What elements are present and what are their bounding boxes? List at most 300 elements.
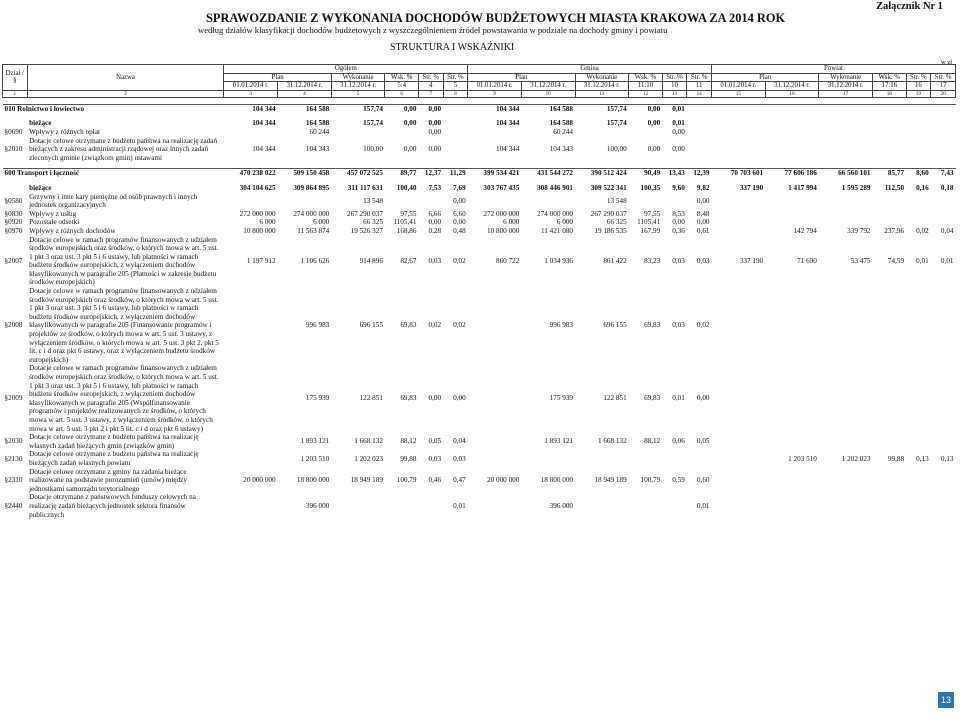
value-cell: 175 939 (305, 394, 330, 403)
value-cell: 69,83 (400, 321, 417, 330)
header-date: 31.12.2014 r. (765, 82, 819, 91)
value-cell: 0,60 (696, 476, 710, 485)
value-cell: 1 203 510 (300, 454, 330, 463)
value-cell: 8,60 (906, 169, 931, 178)
paragraph-code: §0830 (4, 209, 23, 218)
value-cell (765, 119, 819, 128)
value-cell (712, 218, 766, 227)
value-cell (468, 450, 522, 467)
value-cell: 175 939 (549, 394, 574, 403)
value-cell: 88,12 (400, 437, 417, 446)
value-cell: 0,00 (418, 104, 443, 113)
value-cell: 11 421 080 (540, 226, 574, 235)
header-col-number: 17 (819, 90, 873, 97)
value-cell (712, 137, 766, 163)
header-col-number: 16 (765, 90, 819, 97)
value-cell: 861 422 (603, 256, 627, 265)
value-cell: 0,01 (940, 256, 954, 265)
section-title: STRUKTURA I WSKAŹNIKI (390, 42, 515, 53)
header-sub: Wsk. % (385, 73, 419, 82)
value-cell (931, 119, 956, 128)
value-cell (819, 287, 873, 364)
value-cell (931, 193, 956, 210)
value-cell (931, 433, 956, 450)
value-cell (575, 450, 629, 467)
value-cell (873, 493, 907, 519)
table-row (3, 193, 956, 210)
value-cell (468, 193, 522, 210)
table-row (3, 468, 956, 494)
value-cell: 88,12 (644, 437, 661, 446)
row-name: Dotacje celowe w ramach programów finansowanych z udziałem środków europejskich oraz środków, o których mowa w art. 5 ust. 1 pkt 3 oraz ust. 3 pkt 5 i 6 ustawy, lub płatności w ramach budżetu środków europejskich, z wyłączeniem dochodów klasyfikowanych w paragrafie 205 (Współfinansowanie programów i projektów realizowanych ze środków, o których mowa w art. 5 ust. 3 ustawy, z wyłączeniem środków, o których mowa w art. 5 ust. 3 pkt 2 i pkt 5 lit. c i d oraz pkt 6 ustawy) (29, 364, 219, 433)
value-cell (687, 119, 712, 128)
value-cell: 0,05 (428, 437, 442, 446)
value-cell (712, 433, 766, 450)
header-formula: 17:16 (873, 82, 907, 91)
paragraph-code: §2130 (4, 454, 23, 463)
table-row (3, 433, 956, 450)
value-cell: 12,39 (687, 169, 712, 178)
value-cell: 6 000 (556, 218, 574, 227)
value-cell: 1 417 994 (788, 183, 817, 192)
paragraph-code: §2009 (4, 394, 23, 403)
value-cell (819, 493, 873, 519)
value-cell (443, 137, 468, 163)
header-date: 01.01.2014 r. (712, 82, 766, 91)
value-cell: 0,00 (672, 127, 685, 136)
value-cell (712, 128, 766, 137)
value-cell: 470 238 022 (224, 169, 278, 178)
value-cell: 164 588 (305, 119, 330, 128)
value-cell: 0,61 (696, 226, 710, 235)
value-cell: 157,74 (331, 104, 385, 113)
value-cell: 6 000 (503, 218, 520, 227)
revenue-table (2, 64, 956, 519)
value-cell (873, 218, 907, 227)
value-cell: 1 202 023 (841, 454, 871, 463)
value-cell (906, 287, 931, 364)
value-cell (765, 364, 819, 433)
value-cell: 274 000 000 (537, 209, 574, 218)
value-cell: 164 588 (549, 119, 574, 128)
value-cell: 104 343 (305, 145, 330, 154)
value-cell: 396 000 (549, 501, 574, 510)
table-row (3, 493, 956, 519)
value-cell (468, 433, 522, 450)
header-date: 31.12.2014 r. (819, 82, 873, 91)
value-cell (712, 287, 766, 364)
value-cell (331, 128, 385, 137)
value-cell: 83,23 (644, 256, 661, 265)
value-cell: 97,55 (400, 209, 417, 218)
value-cell (629, 450, 663, 467)
value-cell (819, 137, 873, 163)
header-group-0: Ogółem (224, 65, 468, 74)
value-cell: 1 203 510 (788, 454, 817, 463)
value-cell: 0,46 (428, 476, 442, 485)
value-cell (819, 433, 873, 450)
table-row (3, 210, 956, 219)
value-cell (712, 364, 766, 433)
table-row (3, 287, 956, 364)
header-col-number: 8 (443, 90, 468, 97)
value-cell: 13,43 (662, 169, 687, 178)
value-cell: 18 800 000 (540, 476, 574, 485)
value-cell: 19 526 327 (350, 226, 383, 235)
section-row (3, 104, 956, 113)
table-row (3, 364, 956, 433)
value-cell: 18 949 189 (350, 476, 383, 485)
value-cell (224, 128, 278, 137)
value-cell: 0,16 (916, 183, 929, 192)
header-nazwa: Nazwa (27, 65, 224, 91)
value-cell: 272 000 000 (483, 209, 520, 218)
value-cell: 6 000 (313, 218, 330, 227)
row-name: Dotacje celowe otrzymane z gminy na zadania bieżące realizowane na podstawie porozumień (umów) między jednostkami samorządu terytorialnego (29, 467, 187, 493)
section-row (3, 169, 956, 178)
header-strcol: 17 (931, 82, 956, 91)
value-cell (819, 468, 873, 494)
value-cell: 0,04 (940, 226, 954, 235)
value-cell (278, 193, 332, 210)
value-cell: 0,02 (696, 321, 710, 330)
paragraph-code: §0690 (4, 127, 23, 136)
spacer-cell (3, 97, 956, 104)
value-cell: 0,00 (428, 394, 442, 403)
value-cell: 157,74 (606, 119, 627, 128)
value-cell (687, 128, 712, 137)
value-cell: 0,03 (428, 256, 442, 265)
value-cell: 89,77 (385, 169, 419, 178)
report-title: SPRAWOZDANIE Z WYKONANIA DOCHODÓW BUDŻETOWYCH MIASTA KRAKOWA ZA 2014 ROK (206, 11, 786, 25)
value-cell (224, 364, 278, 433)
value-cell: 100,35 (640, 183, 661, 192)
value-cell: 66 325 (606, 218, 627, 227)
value-cell (575, 128, 629, 137)
value-cell (906, 104, 931, 113)
value-cell (931, 137, 956, 163)
value-cell (418, 493, 443, 519)
header-col-number: 10 (521, 90, 575, 97)
value-cell: 66 325 (363, 218, 383, 227)
value-cell (443, 119, 468, 128)
header-strcol: 5 (443, 82, 468, 91)
header-sub: Wsk. % (629, 73, 663, 82)
value-cell (418, 193, 443, 210)
value-cell: 431 544 272 (521, 169, 575, 178)
value-cell: 164 588 (521, 104, 575, 113)
value-cell: 272 000 000 (239, 209, 276, 218)
paragraph-code (3, 184, 28, 193)
header-sub: Str. % (906, 73, 931, 82)
header-col-number: 5 (331, 90, 385, 97)
value-cell: 168,86 (396, 226, 417, 235)
value-cell: 69,83 (644, 394, 661, 403)
value-cell (712, 193, 766, 210)
value-cell (662, 493, 687, 519)
value-cell (331, 493, 385, 519)
header-formula: 11:10 (629, 82, 663, 91)
value-cell: 337 190 (739, 183, 764, 192)
header-group-1: Gmina (468, 65, 712, 74)
row-name: Wpływy z różnych dochodów (29, 226, 116, 235)
paragraph-code: §0580 (4, 196, 23, 205)
value-cell: 1105,41 (393, 218, 417, 227)
value-cell: 0,36 (672, 226, 685, 235)
value-cell (521, 193, 575, 210)
header-col-number: 9 (468, 90, 522, 97)
value-cell: 20 000 000 (487, 476, 520, 485)
value-cell: 1 668 132 (597, 437, 627, 446)
value-cell: 1 034 936 (544, 256, 574, 265)
header-sub: Str. % (931, 73, 956, 82)
header-col-number: 7 (418, 90, 443, 97)
table-row (3, 450, 956, 467)
value-cell: 396 000 (305, 501, 330, 510)
value-cell (224, 193, 278, 210)
value-cell: 13 548 (606, 196, 627, 205)
header-sub: Wykonanie (331, 73, 385, 82)
header-sub: Str. % (687, 73, 712, 82)
header-plan: Plan (712, 73, 819, 82)
row-name: bieżące (29, 119, 52, 128)
section-code-name: 600 Transport i łączność (3, 169, 224, 178)
paragraph-code: §0970 (4, 226, 23, 235)
header-date: 31.12.2014 r. (521, 82, 575, 91)
value-cell: 0,00 (428, 145, 442, 154)
value-cell (385, 493, 419, 519)
value-cell: 308 446 901 (537, 183, 574, 192)
value-cell: 0,47 (453, 476, 466, 485)
value-cell: 0,00 (647, 145, 661, 154)
value-cell (687, 450, 712, 467)
row-name: Dotacje celowe otrzymane z budżetu państwa na realizację bieżących zadań własnych powiatu (29, 450, 199, 467)
value-cell: 0,00 (672, 145, 685, 154)
value-cell: 0,02 (428, 321, 442, 330)
value-cell (385, 128, 419, 137)
value-cell (819, 193, 873, 210)
value-cell (873, 119, 907, 128)
value-cell: 1105,41 (637, 218, 661, 227)
row-name: Dotacje celowe otrzymane z budżetu państwa na realizację zadań bieżących z zakresu administracji rządowej oraz innych zadań zleconych gminie (związkom gmin) ustawami (29, 136, 218, 162)
header-strcol: 16 (906, 82, 931, 91)
value-cell (873, 210, 907, 219)
value-cell: 157,74 (575, 104, 629, 113)
header-col-number: 18 (873, 90, 907, 97)
value-cell: 6,66 (428, 209, 442, 218)
value-cell: 100,00 (606, 145, 627, 154)
value-cell (712, 468, 766, 494)
value-cell: 274 000 000 (293, 209, 330, 218)
value-cell: 914 896 (359, 256, 383, 265)
value-cell: 996 983 (305, 321, 330, 330)
value-cell: 0,01 (672, 394, 685, 403)
value-cell (873, 364, 907, 433)
value-cell (819, 119, 873, 128)
paragraph-code (3, 119, 28, 128)
value-cell (931, 287, 956, 364)
subtotal-row (3, 184, 956, 193)
table-row (3, 137, 956, 163)
value-cell: 0,13 (940, 454, 954, 463)
paragraph-code: §2008 (4, 321, 23, 330)
header-col-number: 1 (3, 90, 28, 97)
value-cell (468, 287, 522, 364)
value-cell: 8,53 (672, 209, 685, 218)
table-row (3, 227, 956, 236)
value-cell (873, 104, 907, 113)
paragraph-code: §2007 (4, 256, 23, 265)
table-row (3, 218, 956, 227)
row-name: bieżące (29, 183, 52, 192)
header-strcol: 10 (662, 82, 687, 91)
value-cell (873, 287, 907, 364)
value-cell (906, 128, 931, 137)
value-cell (931, 493, 956, 519)
page-number-badge[interactable]: 13 (938, 692, 954, 708)
value-cell: 0,00 (428, 127, 442, 136)
value-cell: 122 851 (603, 394, 627, 403)
value-cell (906, 193, 931, 210)
value-cell (906, 433, 931, 450)
value-cell: 339 792 (847, 226, 871, 235)
section-spacer (3, 97, 956, 104)
value-cell: 85,77 (873, 169, 907, 178)
value-cell: 164 588 (278, 104, 332, 113)
value-cell: 53 475 (850, 256, 871, 265)
row-name: Dotacje celowe w ramach programów finansowanych z udziałem środków europejskich oraz środków, o których mowa w art. 5 ust. 1 pkt 3 oraz ust. 3 pkt 5 i 6 ustawy, lub płatności w ramach budżetu środków europejskich, z wyłączeniem dochodów klasyfikowanych w paragrafie 205 (Finansowanie programów i projektów ze środków, o których mowa w art. 5 ust. 3 ustawy, z wyłączeniem środków, o których mowa w art. 5 ust. 3 pkt 2, pkt 5 lit. c i d oraz pkt 6 ustawy, oraz z wyłączeniem budżetu środków europejskich) (29, 287, 219, 364)
value-cell (931, 364, 956, 433)
value-cell: 1 668 132 (354, 437, 383, 446)
value-cell: 1 893 121 (300, 437, 330, 446)
value-cell (931, 468, 956, 494)
paragraph-code: §0920 (4, 218, 23, 227)
value-cell: 66 560 101 (819, 169, 873, 178)
value-cell (224, 287, 278, 364)
value-cell: 0,06 (672, 437, 685, 446)
value-cell: 70 703 601 (712, 169, 766, 178)
subtotal-row (3, 119, 956, 128)
value-cell: 0,03 (428, 454, 442, 463)
value-cell: 0,01 (662, 104, 687, 113)
value-cell: 112,50 (884, 183, 905, 192)
header-strcol: 11 (687, 82, 712, 91)
value-cell (224, 493, 278, 519)
value-cell: 90,49 (629, 169, 663, 178)
value-cell (468, 128, 522, 137)
value-cell: 267 290 037 (590, 209, 627, 218)
value-cell (931, 210, 956, 219)
value-cell: 0,00 (403, 119, 417, 128)
value-cell: 0,05 (696, 437, 710, 446)
value-cell: 104 344 (495, 145, 520, 154)
value-cell (765, 287, 819, 364)
unit-label: w zł (941, 59, 953, 66)
header-date: 31.12.2014 r. (331, 82, 385, 91)
value-cell (712, 227, 766, 236)
value-cell (629, 193, 663, 210)
value-cell: 77 606 186 (765, 169, 819, 178)
value-cell: 104 344 (468, 104, 522, 113)
value-cell: 0,01 (916, 256, 929, 265)
row-name: Pozostałe odsetki (29, 218, 80, 227)
value-cell (819, 364, 873, 433)
value-cell (712, 210, 766, 219)
header-col-number: 13 (662, 90, 687, 97)
value-cell (906, 493, 931, 519)
value-cell: 0,01 (672, 119, 685, 128)
header-plan: Plan (468, 73, 575, 82)
header-col-number: 3 (224, 90, 278, 97)
value-cell: 0,00 (428, 119, 442, 128)
value-cell (819, 104, 873, 113)
value-cell (765, 193, 819, 210)
value-cell: 19 186 535 (594, 226, 627, 235)
value-cell: 1 893 121 (544, 437, 574, 446)
value-cell: 0,00 (696, 394, 710, 403)
value-cell: 0,00 (428, 218, 442, 227)
value-cell (906, 119, 931, 128)
value-cell: 10 800 000 (243, 226, 276, 235)
header-sub: Wykonanie (575, 73, 629, 82)
value-cell: 390 512 424 (575, 169, 629, 178)
value-cell: 18 949 189 (594, 476, 627, 485)
row-name: Grzywny i inne kary pieniężne od osób prawnych i innych jednostek organizacyjnych (29, 192, 198, 210)
value-cell: 157,74 (363, 119, 383, 128)
value-cell: 1 197 912 (246, 256, 276, 265)
header-sub: Str. % (418, 73, 443, 82)
value-cell (765, 104, 819, 113)
header-date: 01.01.2014 r. (224, 82, 278, 91)
row-name: Dotacje otrzymane z państwowych funduszy celowych na realizację zadań bieżących jednostek sektora finansów publicznych (29, 493, 196, 519)
value-cell: 71 690 (797, 256, 817, 265)
header-date: 31.12.2014 r. (278, 82, 332, 91)
value-cell: 10 800 000 (487, 226, 520, 235)
value-cell: 0,03 (672, 256, 685, 265)
value-cell: 0,01 (453, 501, 466, 510)
value-cell: 82,67 (400, 256, 417, 265)
value-cell (873, 128, 907, 137)
value-cell: 18 800 000 (296, 476, 330, 485)
value-cell: 7,43 (931, 169, 956, 178)
value-cell: 309 522 341 (590, 183, 627, 192)
value-cell (468, 493, 522, 519)
value-cell: 304 104 625 (239, 183, 276, 192)
value-cell: 12,37 (418, 169, 443, 178)
value-cell (712, 119, 766, 128)
value-cell (873, 433, 907, 450)
value-cell: 0,03 (696, 256, 710, 265)
value-cell: 9,60 (672, 183, 685, 192)
value-cell: 0,00 (696, 218, 710, 227)
value-cell: 0,02 (916, 226, 929, 235)
value-cell (765, 493, 819, 519)
appendix-label: Załącznik Nr 1 (876, 1, 943, 12)
value-cell (662, 193, 687, 210)
value-cell: 100,40 (396, 183, 417, 192)
header-sub: Wykonanie (819, 73, 873, 82)
value-cell: 0,00 (647, 119, 661, 128)
header-strcol: 4 (418, 82, 443, 91)
value-cell (931, 104, 956, 113)
value-cell (443, 128, 468, 137)
paragraph-code: §2030 (4, 437, 23, 446)
value-cell: 0,00 (385, 104, 419, 113)
value-cell (765, 128, 819, 137)
header-formula: 5:4 (385, 82, 419, 91)
header-date: 01.01.2014 r. (468, 82, 522, 91)
value-cell: 0,59 (672, 476, 685, 485)
